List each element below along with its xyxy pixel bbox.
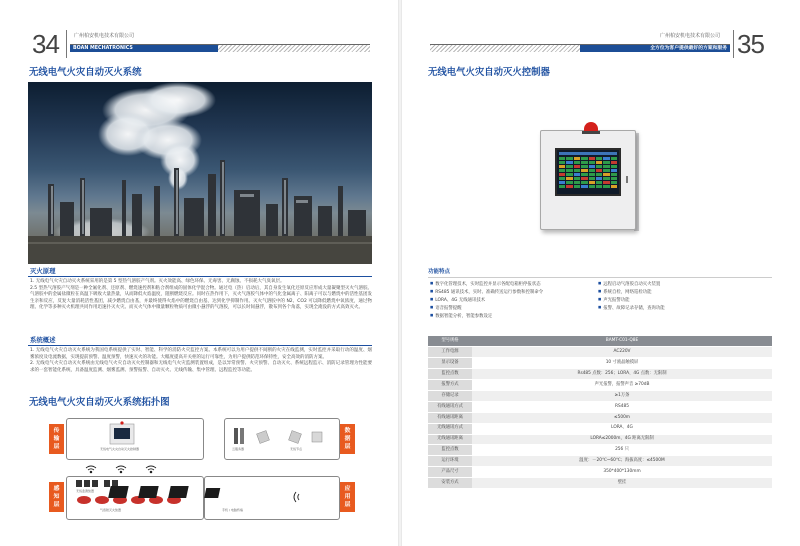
screen-status-cell (566, 169, 572, 172)
screen-status-cell (559, 177, 565, 180)
overview-heading: 系统概述 (30, 336, 56, 344)
screen-status-cell (611, 173, 617, 176)
spec-key: 无线通讯距离 (428, 434, 472, 445)
spec-row (428, 401, 772, 412)
screen-status-cell (596, 181, 602, 184)
spec-value: 温度：－20℃~60℃；海拔高度：≤4500M (472, 456, 772, 467)
spec-key: 监控点数 (428, 369, 472, 380)
screen-status-cell (574, 181, 580, 184)
spec-value: LORA≤2000m，4G 距离无限制 (472, 434, 772, 445)
company-name-right: 广州柏安机电技术有限公司 (660, 33, 721, 39)
screen-status-cell (611, 165, 617, 168)
spec-row (428, 467, 772, 478)
feature-item: ■ 系统自检，网络巡检功能 (598, 289, 652, 296)
caption-sensors: 无线监测装置 (76, 489, 95, 493)
spec-header-model: BAMT-C01-Q8E (472, 336, 772, 347)
screen-status-cell (566, 177, 572, 180)
spec-value: Rs485 点数：256；LORA、4G 点数：无限制 (472, 369, 772, 380)
screen-status-cell (603, 169, 609, 172)
spec-row (428, 445, 772, 456)
feature-item: ■ RS485 通讯技术，实时、准确传送运行参数和控制命令 (430, 289, 543, 296)
screen-status-cell (589, 185, 595, 188)
spec-row (428, 380, 772, 391)
spec-value: 10 寸液晶触摸屏 (472, 358, 772, 369)
feature-item: ■ 数字化管理技术，实时监控并显示各配电箱柜停报状态 (430, 281, 541, 288)
spec-row (428, 358, 772, 369)
screen-status-grid (559, 157, 617, 188)
tag-application-layer: 应 用 层 (340, 482, 355, 512)
screen-status-cell (559, 181, 565, 184)
spec-value: 256 只 (472, 445, 772, 456)
screen-status-cell (574, 165, 580, 168)
spec-value: ≤500m (472, 412, 772, 423)
spec-value: ≥1万条 (472, 390, 772, 401)
spec-key: 有线通讯距离 (428, 412, 472, 423)
spec-row (428, 423, 772, 434)
screen-status-cell (596, 177, 602, 180)
screen-status-cell (611, 157, 617, 160)
tag-data-layer: 数 据 层 (340, 424, 355, 454)
caption-controller: 无线电气火灾自动灭火控制器 (100, 447, 140, 451)
screen-status-cell (574, 169, 580, 172)
company-name-left: 广州柏安机电技术有限公司 (74, 33, 135, 39)
spec-row (428, 434, 772, 445)
tag-perception-layer: 感 知 层 (49, 482, 64, 512)
brand-band: BOAN MECHATRONICS (70, 45, 218, 52)
spec-row (428, 412, 772, 423)
spec-row (428, 456, 772, 467)
spec-header-key: 型号规格 (428, 336, 472, 347)
screen-status-cell (581, 157, 587, 160)
screen-status-cell (581, 181, 587, 184)
alarm-light-base (582, 131, 600, 134)
screen-status-cell (596, 161, 602, 164)
spec-key: 报警方式 (428, 380, 472, 391)
touch-screen (555, 148, 621, 196)
spec-value: 350*400*130mm (472, 467, 772, 478)
screen-status-cell (589, 165, 595, 168)
spec-key: 显示设备 (428, 358, 472, 369)
screen-status-cell (574, 177, 580, 180)
screen-status-cell (611, 177, 617, 180)
features-rule (428, 277, 772, 278)
screen-status-cell (596, 173, 602, 176)
screen-header-bar (559, 152, 617, 155)
spec-key: 监控点数 (428, 445, 472, 456)
screen-status-cell (559, 161, 565, 164)
spec-key: 运行环境 (428, 456, 472, 467)
topology-title: 无线电气火灾自动灭火系统拓扑图 (29, 397, 170, 408)
screen-status-cell (574, 173, 580, 176)
application-devices (108, 486, 220, 498)
header-stripes-right (430, 45, 580, 52)
slogan-band: 全方位为客户提供最好的方案和服务 (580, 45, 730, 52)
screen-status-cell (566, 173, 572, 176)
screen-status-cell (611, 161, 617, 164)
screen-status-cell (574, 157, 580, 160)
overview-paragraph-2: 2. 无线电气火灾自动灭火系统由无线电气火灾自动灭火控制器和无线电气火灾监测装置组成，是以异常预警、火灾预警、自动灭火、系统远程监示、消防记录管理为性能要求的一套智能化系统，具备温度监测、烟雾监测、预警报警、自动灭火、无线传输、集中管理、远程监控等功能。 (30, 361, 372, 373)
spec-table (428, 336, 772, 489)
screen-status-cell (566, 165, 572, 168)
spec-row (428, 369, 772, 380)
screen-status-cell (566, 185, 572, 188)
screen-status-cell (603, 173, 609, 176)
caption-nodes: 无线节点 (290, 447, 303, 451)
spec-table-header (428, 336, 772, 347)
overview-paragraph-1: 1. 无线电气火灾自动灭火系统为我国电系统提供了实时、智能、科学的消防火灾监控方案。本系统可以为用户提供不间断的火灾在线监测，实时监控并采取行动的温度、烟雾浓度及电流数据，实现提前预警、温度预警，快速灭火的功能。大幅度提高开关柜的运行可靠性，为用户提供防范环保特性，安全高效的消防方案。 (30, 348, 372, 360)
screen-status-cell (574, 161, 580, 164)
cabinet-lock (626, 176, 628, 183)
spec-value: LORA、4G (472, 423, 772, 434)
screen-status-cell (581, 173, 587, 176)
screen-status-cell (603, 181, 609, 184)
feature-item: ■ 报警、故障记录存储，查询功能 (598, 305, 665, 312)
screen-status-cell (581, 165, 587, 168)
spec-value: 壁挂 (472, 478, 772, 489)
screen-status-cell (589, 173, 595, 176)
principle-paragraph-2: 2.5 型热气溶胶产气剂是一种全氟化剂、还原剂、燃烧速控剂和粘合剂组成的固体化学混合物。通过电（热）启动后，其自身发生氧化还原反应形成大量凝聚型灭火气溶胶。气溶胶中的金属盐微粒在高温下吸收大量热量，从而降低火焰温度，阻断燃烧反应。同时在热作用下，灭火气溶胶气体中的气化金属离子、阳离子可以与燃烧中的活性基团发生亲和反应，反复大量消耗活性基团，减少燃烧自由基，并最终使得火焰中的燃烧自由基，达到化学抑制作用。灭火气溶胶中的 N2、CO2 可以降低燃烧中氧浓度，通过物理、化学等多种灭火机理共同作用迅速扑灭火灾。而灭火气体中微量颗粒物质可由微小悬浮的气溶胶，可以长时间悬浮，散布到各个角落，实现全淹没的方式高效灭火。 (30, 285, 372, 311)
controller-device-icon (110, 421, 134, 444)
screen-status-cell (589, 157, 595, 160)
screen-status-cell (603, 177, 609, 180)
feature-item: ■ 远程启动气溶胶自动灭火装置 (598, 281, 660, 288)
screen-status-cell (603, 165, 609, 168)
screen-status-cell (603, 161, 609, 164)
feature-item: ■ LORA、4G 无线通讯技术 (430, 297, 485, 304)
features-heading: 功能特点 (428, 269, 451, 275)
spec-key: 产品尺寸 (428, 467, 472, 478)
screen-status-cell (596, 165, 602, 168)
principle-heading: 灭火原理 (30, 267, 56, 275)
page-number-right: 35 (737, 29, 764, 59)
data-layer-devices (234, 428, 322, 444)
spec-value: 声光报警，报警声音 ≥70dB (472, 380, 772, 391)
screen-status-cell (596, 185, 602, 188)
screen-status-cell (589, 161, 595, 164)
spec-key: 存储记录 (428, 390, 472, 401)
screen-status-cell (603, 185, 609, 188)
right-section-title: 无线电气火灾自动灭火控制器 (428, 67, 550, 78)
screen-status-cell (574, 185, 580, 188)
spec-key: 无线通讯方式 (428, 423, 472, 434)
screen-status-cell (581, 177, 587, 180)
spec-value: AC220V (472, 347, 772, 358)
screen-status-cell (611, 169, 617, 172)
spec-value: RS485 (472, 401, 772, 412)
screen-status-cell (566, 181, 572, 184)
header-separator-right (733, 30, 734, 58)
screen-status-cell (581, 161, 587, 164)
caption-cloud: 云服务器 (232, 447, 245, 451)
left-section-title: 无线电气火灾自动灭火系统 (29, 67, 142, 78)
screen-status-cell (611, 185, 617, 188)
screen-status-cell (566, 161, 572, 164)
screen-status-cell (596, 169, 602, 172)
spec-row (428, 347, 772, 358)
spec-key: 有线通讯方式 (428, 401, 472, 412)
screen-status-cell (603, 157, 609, 160)
spec-key: 工作电源 (428, 347, 472, 358)
screen-status-cell (596, 157, 602, 160)
screen-status-cell (559, 185, 565, 188)
page-number-left: 34 (32, 29, 59, 59)
caption-terminals: 手机 / 电脑终端 (222, 508, 243, 512)
spec-row (428, 390, 772, 401)
feature-item: ■ 数据智能分析，智能参数设定 (430, 313, 492, 320)
screen-status-cell (566, 157, 572, 160)
principle-paragraph-1: 1. 无线电气火灾自动灭火系统采用的是第 5 型热气溶胶产气剂。灭火效能高、绿色环保、无毒害、无腐蚀、不损耗大气臭氧层。 (30, 279, 285, 284)
feature-item: ■ 语音报警提醒 (430, 305, 462, 312)
screen-status-cell (581, 185, 587, 188)
spec-key: 安装方式 (428, 478, 472, 489)
screen-status-cell (589, 177, 595, 180)
screen-status-cell (559, 169, 565, 172)
tag-transmission-layer: 传 输 层 (49, 424, 64, 454)
screen-status-cell (589, 181, 595, 184)
feature-item: ■ 声光报警功能 (598, 297, 630, 304)
screen-status-cell (559, 157, 565, 160)
screen-status-cell (581, 169, 587, 172)
screen-status-cell (589, 169, 595, 172)
screen-status-cell (611, 181, 617, 184)
caption-devices: 气溶胶灭火装置 (100, 508, 122, 512)
screen-status-cell (559, 173, 565, 176)
screen-status-cell (559, 165, 565, 168)
spec-row (428, 478, 772, 489)
